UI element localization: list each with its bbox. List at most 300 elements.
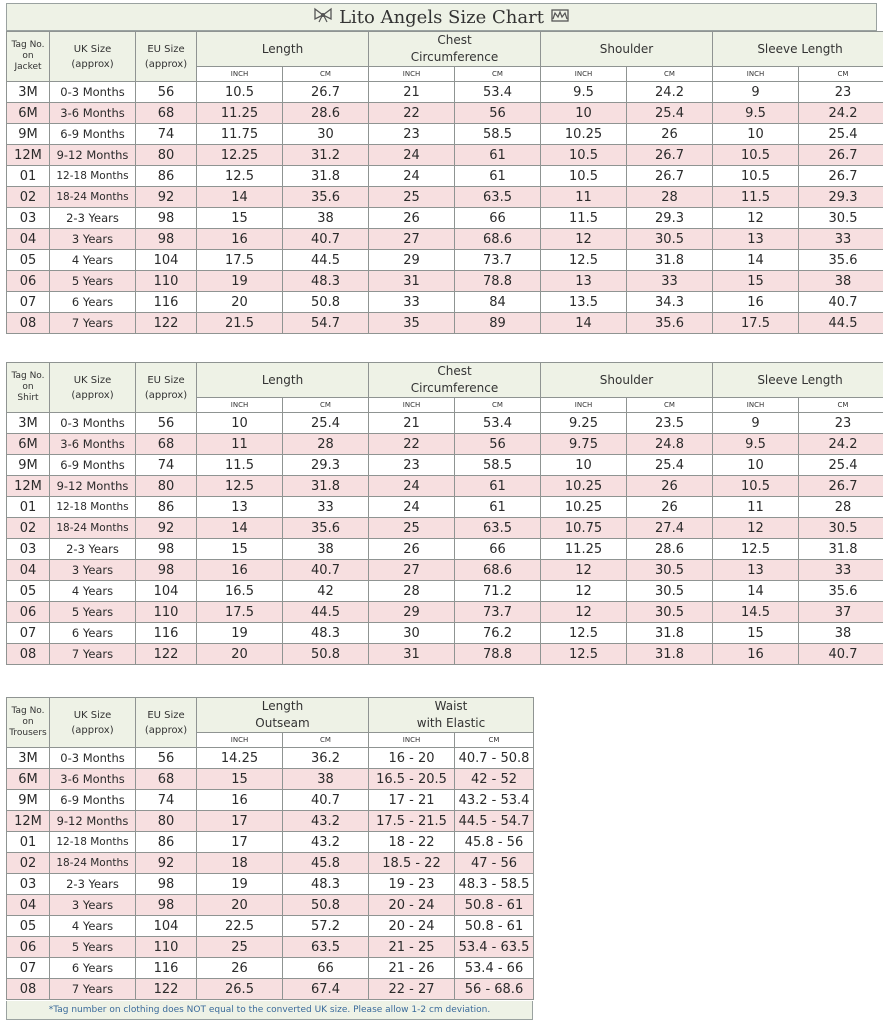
eu-size-cell: 68	[136, 769, 197, 790]
eu-size-header: EU Size (approx)	[136, 698, 197, 748]
measure-cell: 9	[713, 82, 799, 103]
table-row	[7, 916, 534, 937]
cm-header: CM	[455, 398, 541, 413]
measure-cell: 30.5	[799, 208, 883, 229]
table-row	[7, 832, 534, 853]
measure-cell: 61	[455, 497, 541, 518]
inch-header: INCH	[197, 398, 283, 413]
length-header: Length	[197, 32, 369, 67]
measure-cell: 50.8	[283, 292, 369, 313]
measure-cell: 33	[627, 271, 713, 292]
uk-size-cell: 6 Years	[50, 623, 136, 644]
tag-cell: 02	[7, 518, 50, 539]
measure-cell: 27.4	[627, 518, 713, 539]
measure-cell: 12	[541, 581, 627, 602]
tag-cell: 05	[7, 250, 50, 271]
measure-cell: 13	[197, 497, 283, 518]
tag-cell: 05	[7, 916, 50, 937]
table-row	[7, 895, 534, 916]
measure-cell: 10.25	[541, 497, 627, 518]
measure-cell: 40.7	[283, 229, 369, 250]
measure-cell: 35.6	[283, 518, 369, 539]
measure-cell: 76.2	[455, 623, 541, 644]
measure-cell: 22 - 27	[369, 979, 455, 1000]
uk-size-cell: 9-12 Months	[50, 811, 136, 832]
tag-cell: 9M	[7, 790, 50, 811]
table-row	[7, 229, 883, 250]
tag-cell: 6M	[7, 103, 50, 124]
table-row	[7, 250, 883, 271]
measure-cell: 21.5	[197, 313, 283, 334]
measure-cell: 12	[541, 229, 627, 250]
uk-size-cell: 18-24 Months	[50, 853, 136, 874]
measure-cell: 73.7	[455, 602, 541, 623]
measure-cell: 9.5	[541, 82, 627, 103]
uk-size-cell: 2-3 Years	[50, 208, 136, 229]
table-row	[7, 292, 883, 313]
eu-size-cell: 122	[136, 979, 197, 1000]
measure-cell: 13	[713, 560, 799, 581]
table-row	[7, 413, 883, 434]
measure-cell: 10.5	[541, 145, 627, 166]
measure-cell: 20	[197, 644, 283, 665]
measure-cell: 12	[541, 560, 627, 581]
eu-size-cell: 110	[136, 271, 197, 292]
measure-cell: 24.8	[627, 434, 713, 455]
uk-size-cell: 4 Years	[50, 916, 136, 937]
measure-cell: 33	[369, 292, 455, 313]
inch-header: INCH	[713, 67, 799, 82]
measure-cell: 40.7	[283, 560, 369, 581]
chest-header: Chest Circumference	[369, 363, 541, 398]
tag-cell: 12M	[7, 145, 50, 166]
uk-size-cell: 3 Years	[50, 560, 136, 581]
measure-cell: 38	[799, 623, 883, 644]
measure-cell: 37	[799, 602, 883, 623]
measure-cell: 19	[197, 623, 283, 644]
measure-cell: 30.5	[627, 581, 713, 602]
measure-cell: 68.6	[455, 560, 541, 581]
measure-cell: 57.2	[283, 916, 369, 937]
measure-cell: 25.4	[627, 455, 713, 476]
table-row	[7, 497, 883, 518]
table-row	[7, 560, 883, 581]
measure-cell: 10.5	[713, 145, 799, 166]
measure-cell: 27	[369, 229, 455, 250]
measure-cell: 26.7	[627, 166, 713, 187]
measure-cell: 24	[369, 497, 455, 518]
page-title: Lito Angels Size Chart	[339, 6, 544, 28]
measure-cell: 38	[799, 271, 883, 292]
measure-cell: 30.5	[627, 602, 713, 623]
measure-cell: 16.5	[197, 581, 283, 602]
tag-cell: 6M	[7, 434, 50, 455]
measure-cell: 44.5	[283, 250, 369, 271]
measure-cell: 28	[369, 581, 455, 602]
measure-cell: 29	[369, 250, 455, 271]
cm-header: CM	[455, 67, 541, 82]
measure-cell: 31	[369, 271, 455, 292]
measure-cell: 20 - 24	[369, 895, 455, 916]
measure-cell: 15	[197, 769, 283, 790]
cm-header: CM	[627, 398, 713, 413]
measure-cell: 10	[197, 413, 283, 434]
measure-cell: 31.8	[283, 166, 369, 187]
measure-cell: 14	[541, 313, 627, 334]
table-row	[7, 82, 883, 103]
tag-cell: 3M	[7, 748, 50, 769]
tag-cell: 6M	[7, 769, 50, 790]
measure-cell: 10	[713, 124, 799, 145]
measure-cell: 26	[627, 476, 713, 497]
measure-cell: 25.4	[627, 103, 713, 124]
jacket-size-table	[6, 31, 883, 334]
table-row	[7, 853, 534, 874]
measure-cell: 29.3	[799, 187, 883, 208]
eu-size-cell: 68	[136, 103, 197, 124]
deviation-note: *Tag number on clothing does NOT equal to the converted UK size. Please allow 1-2 cm deviation.	[6, 1001, 533, 1020]
tag-cell: 01	[7, 166, 50, 187]
tag-cell: 06	[7, 602, 50, 623]
measure-cell: 13	[541, 271, 627, 292]
eu-size-cell: 92	[136, 518, 197, 539]
tag-cell: 04	[7, 229, 50, 250]
measure-cell: 38	[283, 208, 369, 229]
measure-cell: 31.8	[799, 539, 883, 560]
cm-header: CM	[283, 398, 369, 413]
measure-cell: 12.5	[713, 539, 799, 560]
measure-cell: 24	[369, 166, 455, 187]
cm-header: CM	[799, 67, 883, 82]
measure-cell: 31.8	[283, 476, 369, 497]
measure-cell: 66	[455, 539, 541, 560]
measure-cell: 26.7	[799, 145, 883, 166]
inch-header: INCH	[369, 733, 455, 748]
measure-cell: 17.5	[197, 602, 283, 623]
measure-cell: 24.2	[799, 434, 883, 455]
uk-size-cell: 6 Years	[50, 958, 136, 979]
uk-size-header: UK Size (approx)	[50, 363, 136, 413]
measure-cell: 31.8	[627, 250, 713, 271]
measure-cell: 35.6	[799, 581, 883, 602]
measure-cell: 10.25	[541, 476, 627, 497]
eu-size-cell: 116	[136, 292, 197, 313]
measure-cell: 17	[197, 811, 283, 832]
measure-cell: 31.8	[627, 644, 713, 665]
measure-cell: 24	[369, 476, 455, 497]
uk-size-cell: 12-18 Months	[50, 832, 136, 853]
eu-size-cell: 98	[136, 895, 197, 916]
uk-size-cell: 3 Years	[50, 895, 136, 916]
eu-size-cell: 98	[136, 539, 197, 560]
measure-cell: 33	[283, 497, 369, 518]
tag-cell: 01	[7, 497, 50, 518]
measure-cell: 50.8	[283, 644, 369, 665]
measure-cell: 35.6	[799, 250, 883, 271]
measure-cell: 16	[713, 292, 799, 313]
table-row	[7, 166, 883, 187]
tag-cell: 02	[7, 187, 50, 208]
measure-cell: 30	[283, 124, 369, 145]
tag-cell: 01	[7, 832, 50, 853]
measure-cell: 56	[455, 103, 541, 124]
measure-cell: 67.4	[283, 979, 369, 1000]
uk-size-cell: 2-3 Years	[50, 539, 136, 560]
length-header: Length	[197, 363, 369, 398]
measure-cell: 26	[627, 124, 713, 145]
inch-header: INCH	[541, 67, 627, 82]
measure-cell: 16	[197, 560, 283, 581]
measure-cell: 12	[541, 602, 627, 623]
measure-cell: 56	[455, 434, 541, 455]
measure-cell: 12	[713, 518, 799, 539]
inch-header: INCH	[541, 398, 627, 413]
uk-size-cell: 12-18 Months	[50, 497, 136, 518]
eu-size-cell: 104	[136, 916, 197, 937]
shirt-size-table	[6, 362, 883, 665]
measure-cell: 21 - 26	[369, 958, 455, 979]
shoulder-header: Shoulder	[541, 32, 713, 67]
table-row	[7, 145, 883, 166]
measure-cell: 16.5 - 20.5	[369, 769, 455, 790]
measure-cell: 34.3	[627, 292, 713, 313]
eu-size-cell: 74	[136, 455, 197, 476]
measure-cell: 50.8	[283, 895, 369, 916]
measure-cell: 11.5	[197, 455, 283, 476]
measure-cell: 73.7	[455, 250, 541, 271]
measure-cell: 78.8	[455, 644, 541, 665]
measure-cell: 14.5	[713, 602, 799, 623]
measure-cell: 17.5 - 21.5	[369, 811, 455, 832]
measure-cell: 31.8	[627, 623, 713, 644]
measure-cell: 58.5	[455, 455, 541, 476]
measure-cell: 25.4	[799, 455, 883, 476]
measure-cell: 11.25	[541, 539, 627, 560]
uk-size-cell: 0-3 Months	[50, 82, 136, 103]
uk-size-cell: 0-3 Months	[50, 413, 136, 434]
uk-size-header: UK Size (approx)	[50, 698, 136, 748]
measure-cell: 44.5	[799, 313, 883, 334]
tag-cell: 12M	[7, 811, 50, 832]
uk-size-cell: 3-6 Months	[50, 769, 136, 790]
measure-cell: 16	[197, 229, 283, 250]
tag-cell: 07	[7, 623, 50, 644]
inch-header: INCH	[369, 398, 455, 413]
tag-cell: 12M	[7, 476, 50, 497]
measure-cell: 28.6	[283, 103, 369, 124]
tag-cell: 07	[7, 958, 50, 979]
uk-size-cell: 0-3 Months	[50, 748, 136, 769]
measure-cell: 10.5	[197, 82, 283, 103]
measure-cell: 18 - 22	[369, 832, 455, 853]
measure-cell: 31.2	[283, 145, 369, 166]
eu-size-cell: 122	[136, 644, 197, 665]
measure-cell: 20	[197, 292, 283, 313]
table-row	[7, 124, 883, 145]
measure-cell: 53.4	[455, 413, 541, 434]
tag-cell: 04	[7, 895, 50, 916]
table-row	[7, 187, 883, 208]
measure-cell: 29	[369, 602, 455, 623]
measure-cell: 35.6	[283, 187, 369, 208]
measure-cell: 10.25	[541, 124, 627, 145]
measure-cell: 23.5	[627, 413, 713, 434]
measure-cell: 12	[713, 208, 799, 229]
measure-cell: 28	[627, 187, 713, 208]
measure-cell: 48.3	[283, 874, 369, 895]
tag-cell: 06	[7, 937, 50, 958]
measure-cell: 35.6	[627, 313, 713, 334]
eu-size-cell: 110	[136, 937, 197, 958]
eu-size-header: EU Size (approx)	[136, 363, 197, 413]
eu-size-cell: 86	[136, 166, 197, 187]
measure-cell: 14	[197, 187, 283, 208]
eu-size-cell: 104	[136, 581, 197, 602]
measure-cell: 40.7 - 50.8	[455, 748, 534, 769]
measure-cell: 10.5	[713, 476, 799, 497]
measure-cell: 10	[713, 455, 799, 476]
measure-cell: 27	[369, 560, 455, 581]
sleeve-length-header: Sleeve Length	[713, 363, 883, 398]
measure-cell: 10.5	[713, 166, 799, 187]
measure-cell: 30.5	[799, 518, 883, 539]
eu-size-cell: 74	[136, 790, 197, 811]
measure-cell: 40.7	[799, 292, 883, 313]
measure-cell: 26.7	[799, 166, 883, 187]
uk-size-cell: 6-9 Months	[50, 455, 136, 476]
measure-cell: 53.4	[455, 82, 541, 103]
measure-cell: 12.5	[197, 166, 283, 187]
measure-cell: 23	[799, 82, 883, 103]
eu-size-cell: 56	[136, 82, 197, 103]
measure-cell: 11	[197, 434, 283, 455]
measure-cell: 43.2 - 53.4	[455, 790, 534, 811]
tag-cell: 05	[7, 581, 50, 602]
measure-cell: 23	[369, 455, 455, 476]
measure-cell: 21	[369, 82, 455, 103]
measure-cell: 20 - 24	[369, 916, 455, 937]
table-row	[7, 313, 883, 334]
eu-size-cell: 110	[136, 602, 197, 623]
uk-size-header: UK Size (approx)	[50, 32, 136, 82]
eu-size-cell: 92	[136, 187, 197, 208]
measure-cell: 26	[197, 958, 283, 979]
chart-title-bar	[6, 3, 877, 31]
uk-size-cell: 9-12 Months	[50, 145, 136, 166]
measure-cell: 15	[197, 208, 283, 229]
uk-size-cell: 7 Years	[50, 979, 136, 1000]
measure-cell: 68.6	[455, 229, 541, 250]
measure-cell: 14	[713, 581, 799, 602]
measure-cell: 12.5	[541, 623, 627, 644]
measure-cell: 29.3	[627, 208, 713, 229]
measure-cell: 25	[369, 518, 455, 539]
measure-cell: 19	[197, 874, 283, 895]
table-row	[7, 644, 883, 665]
table-row	[7, 874, 534, 895]
eu-size-cell: 116	[136, 958, 197, 979]
measure-cell: 48.3	[283, 271, 369, 292]
measure-cell: 15	[197, 539, 283, 560]
eu-size-cell: 86	[136, 832, 197, 853]
measure-cell: 25.4	[799, 124, 883, 145]
measure-cell: 12.5	[197, 476, 283, 497]
shoulder-header: Shoulder	[541, 363, 713, 398]
measure-cell: 10.5	[541, 166, 627, 187]
eu-size-cell: 80	[136, 145, 197, 166]
tag-cell: 07	[7, 292, 50, 313]
inch-header: INCH	[369, 67, 455, 82]
table-row	[7, 979, 534, 1000]
eu-size-cell: 80	[136, 811, 197, 832]
measure-cell: 61	[455, 166, 541, 187]
eu-size-cell: 98	[136, 208, 197, 229]
measure-cell: 11	[713, 497, 799, 518]
measure-cell: 38	[283, 769, 369, 790]
eu-size-cell: 98	[136, 874, 197, 895]
measure-cell: 23	[369, 124, 455, 145]
measure-cell: 42 - 52	[455, 769, 534, 790]
table-row	[7, 769, 534, 790]
measure-cell: 9.75	[541, 434, 627, 455]
length-outseam-header: Length Outseam	[197, 698, 369, 733]
tag-cell: 3M	[7, 413, 50, 434]
measure-cell: 35	[369, 313, 455, 334]
table-row	[7, 937, 534, 958]
measure-cell: 47 - 56	[455, 853, 534, 874]
measure-cell: 12.5	[541, 644, 627, 665]
measure-cell: 9.25	[541, 413, 627, 434]
measure-cell: 26	[369, 208, 455, 229]
measure-cell: 44.5	[283, 602, 369, 623]
uk-size-cell: 18-24 Months	[50, 518, 136, 539]
measure-cell: 16 - 20	[369, 748, 455, 769]
table-row	[7, 539, 883, 560]
shirt-rows	[7, 413, 883, 665]
measure-cell: 11.5	[541, 208, 627, 229]
measure-cell: 21	[369, 413, 455, 434]
measure-cell: 14	[713, 250, 799, 271]
uk-size-cell: 2-3 Years	[50, 874, 136, 895]
tag-header: Tag No. on Trousers	[7, 698, 50, 748]
measure-cell: 54.7	[283, 313, 369, 334]
measure-cell: 10.75	[541, 518, 627, 539]
measure-cell: 63.5	[455, 518, 541, 539]
table-row	[7, 581, 883, 602]
measure-cell: 26.7	[627, 145, 713, 166]
measure-cell: 20	[197, 895, 283, 916]
measure-cell: 10	[541, 103, 627, 124]
measure-cell: 11.75	[197, 124, 283, 145]
tag-header: Tag No. on Jacket	[7, 32, 50, 82]
table-row	[7, 602, 883, 623]
cm-header: CM	[455, 733, 534, 748]
trousers-size-table	[6, 697, 534, 1000]
tag-cell: 08	[7, 313, 50, 334]
inch-header: INCH	[197, 733, 283, 748]
table-row	[7, 271, 883, 292]
measure-cell: 26.7	[799, 476, 883, 497]
uk-size-cell: 4 Years	[50, 581, 136, 602]
measure-cell: 13.5	[541, 292, 627, 313]
measure-cell: 14.25	[197, 748, 283, 769]
measure-cell: 50.8 - 61	[455, 895, 534, 916]
measure-cell: 19	[197, 271, 283, 292]
eu-size-cell: 56	[136, 748, 197, 769]
inch-header: INCH	[713, 398, 799, 413]
measure-cell: 31	[369, 644, 455, 665]
measure-cell: 24	[369, 145, 455, 166]
